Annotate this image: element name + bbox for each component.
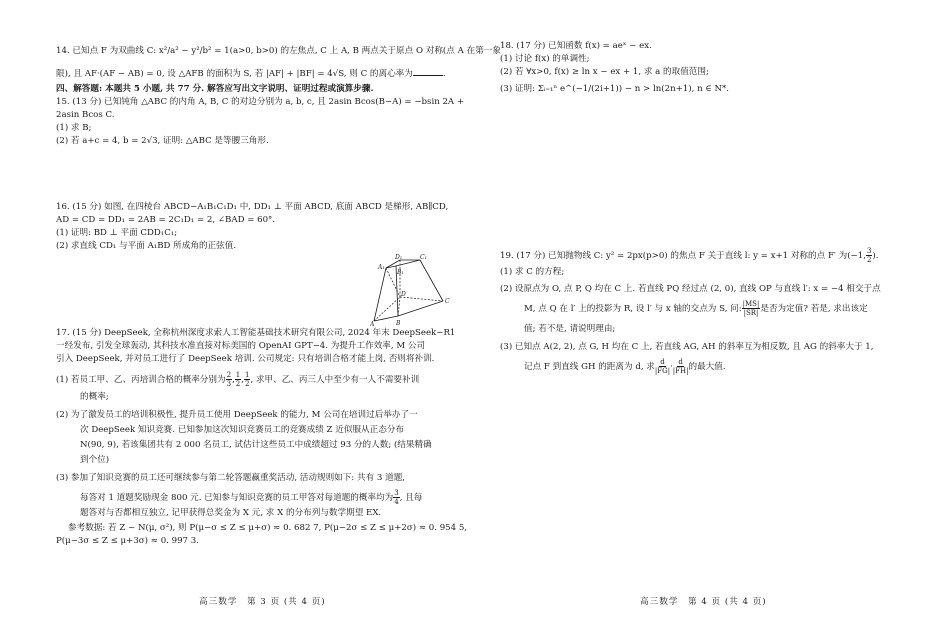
q17-part3-c: 题答对与否都相互独立, 记甲获得总奖金为 X 元, 求 X 的分布列与数学期望 EX. (80, 508, 382, 518)
q19-part2-text: M, 点 Q 在 l′ 上的投影为 R, 设 l′ 与 x 轴的交点为 S, 问: (524, 304, 742, 314)
label-C1: C₁ (420, 254, 427, 261)
frac-den: |FH| (672, 367, 689, 375)
q19-point-close: ). (872, 251, 879, 261)
fraction-2-3 (226, 371, 232, 388)
q19-part3-b (500, 358, 900, 376)
q17-line2: 一经发布, 引发全球轰动, 其科技水准直接对标美国的 OpenAI GPT−4. 为提升工作效率, M 公司 (56, 341, 426, 351)
edge-AD (374, 297, 400, 321)
q14-line1: 14. 已知点 F 为双曲线 C: x²/a² − y²/b² = 1(a>0, b>0) 的左焦点, C 上 A, B 两点关于原点 O 对称(点 A 在第一象 (56, 46, 501, 56)
q19-part3-dot: · (670, 362, 673, 372)
frac-den: 4 (394, 498, 399, 506)
q18-part3: (3) 证明: Σᵢ₌₁ⁿ e^(−1/(2i+1)) − n > ln(2n+1), n ∈ N*. (500, 84, 729, 94)
q19-part2-b (500, 300, 900, 318)
q19-part3-a: (3) 已知点 A(2, 2), 点 G, H 均在 C 上, 若直线 AG, AH 的斜率互为相反数, 且 AG 的斜率大于 1, (500, 342, 874, 352)
q19-point-open: (−1, (847, 251, 866, 261)
fraction-1-2 (235, 371, 241, 388)
q17-part3-b (56, 489, 460, 505)
q17-part3-a: (3) 参加了知识竞赛的员工还可继续参与第二轮答题赢重奖活动, 活动规则如下: 共有 3 道题, (56, 473, 406, 483)
frac-den: 2 (866, 256, 872, 264)
question-14 (56, 45, 501, 81)
edge-AA1 (374, 268, 386, 321)
q16-part1: (1) 证明: BD ⊥ 平面 CDD₁C₁; (56, 228, 178, 238)
q17-line1: 17. (15 分) DeepSeek, 全称杭州深度求索人工智能基础技术研究有限公司, 2024 年末 DeepSeek−R1 (56, 328, 456, 338)
label-D1: D₁ (395, 254, 403, 261)
q19-part1: (1) 求 C 的方程; (500, 267, 565, 277)
q19-line1 (500, 247, 900, 263)
fraction-d-fh (673, 358, 689, 375)
fraction-ms-sr (742, 300, 761, 317)
frac-num: |MS| (742, 300, 760, 308)
q16-line2: AD = CD = DD₁ = 2AB = 2C₁D₁ = 2, ∠BAD = 60°. (56, 215, 276, 225)
question-18 (500, 40, 900, 96)
q15-part1: (1) 求 B; (56, 123, 92, 133)
frac-num: 1 (235, 371, 241, 379)
frac-num: 3 (866, 247, 872, 255)
frac-den: |FG| (654, 367, 671, 375)
q19-part2-c: 值; 若不是, 请说明理由; (524, 324, 616, 334)
label-B: B (396, 320, 401, 326)
frac-den: 3 (226, 380, 232, 388)
frac-num: 3 (394, 489, 399, 497)
label-A: A (370, 321, 375, 326)
q17-part2-b: 次 DeepSeek 知识竞赛. 已知参加这次知识竞赛员工的竞赛成绩 Z 近似服从正态分布 (80, 425, 405, 435)
footer-page-3: 高三数学 第 3 页 (共 4 页) (199, 597, 326, 607)
left-page (56, 0, 501, 631)
q17-reference-2: P(μ−3σ ≤ Z ≤ μ+3σ) ≈ 0. 997 3. (56, 536, 199, 546)
q17-part2-a: (2) 为了激发员工的培训积极性, 提升员工使用 DeepSeek 的能力, M 公司在培训过后举办了一 (56, 410, 418, 420)
q19-part2-text-b: 是否为定值? 若是, 求出该定 (760, 304, 868, 314)
frac-num: 2 (226, 371, 232, 379)
question-16 (56, 201, 460, 253)
q19-part3-text: 记点 F 到直线 GH 的距离为 d, 求 (524, 362, 655, 372)
q17-part2-c: N(90, 9), 若该集团共有 2 000 名员工, 试估计这些员工中成绩超过 93 分的人数; (结果精确 (80, 440, 432, 450)
q19-line1-text: 19. (17 分) 已知抛物线 C: y² = 2px(p>0) 的焦点 F 关于直线 l: y = x+1 对称的点 F′ 为 (500, 251, 848, 261)
q18-line1: 18. (17 分) 已知函数 f(x) = aeˣ − ex. (500, 41, 652, 51)
q18-part1: (1) 讨论 f(x) 的单调性; (500, 54, 590, 64)
question-15 (56, 96, 465, 148)
edge-BC (398, 301, 443, 316)
fraction-d-fg (655, 358, 670, 375)
question-19 (500, 247, 900, 376)
frac-den: 2 (235, 380, 241, 388)
q19-part2-a: (2) 设原点为 O, 点 P, Q 均在 C 上. 若直线 PQ 经过点 (2, 0), 直线 OP 与直线 l′: x = −4 相交于点 (500, 284, 881, 294)
frac-den: |SR| (743, 309, 759, 317)
q16-line1: 16. (15 分) 如图, 在四棱台 ABCD−A₁B₁C₁D₁ 中, DD₁ ⊥ 平面 ABCD, 底面 ABCD 是梯形, AB∥CD, (56, 202, 449, 212)
q17-part3-text: 每答对 1 道题奖励现金 800 元. 已知参与知识竞赛的员工甲答对每道题的概率均为 (80, 493, 394, 503)
label-C: C (445, 298, 450, 305)
label-A1: A₁ (378, 264, 385, 271)
label-D: D (401, 291, 406, 298)
q14-line2-text: 限), 且 AF·(AF − AB) = 0, 设 △AFB 的面积为 S, 若 |AF| + |BF| = 4√S, 则 C 的离心率为 (56, 69, 413, 79)
q18-part2: (2) 若 ∀x>0, f(x) ≥ ln x − ex + 1, 求 a 的取值范围; (500, 67, 709, 77)
q17-reference-1: 参考数据: 若 Z ~ N(μ, σ²), 则 P(μ−σ ≤ Z ≤ μ+σ) ≈ 0. 682 7, P(μ−2σ ≤ Z ≤ μ+2σ) ≈ 0. 954 5, (68, 523, 468, 533)
q17-part1-text-b: , 求甲、乙、丙三人中至少有一人不需要补训 (250, 375, 420, 385)
q17-line3: 引入 DeepSeek, 并对员工进行了 DeepSeek 培训. 公司规定: 只有培训合格才能上岗, 否则将补训. (56, 354, 435, 364)
q14-line2 (56, 66, 460, 81)
footer-page-4: 高三数学 第 4 页 (共 4 页) (640, 597, 767, 607)
q17-part2-d: 到个位) (80, 455, 110, 465)
frac-den: 2 (245, 380, 250, 388)
section-4-heading: 四、解答题: 本题共 5 小题, 共 77 分. 解答应写出文字说明、证明过程或演算步骤. (56, 84, 374, 94)
edge-C1C (420, 260, 443, 301)
q15-line2: 2asin Bcos C. (56, 110, 115, 120)
q17-part3-text-b: , 且每 (399, 493, 423, 503)
label-B1: B₁ (397, 269, 404, 276)
q15-line1: 15. (13 分) 已知钝角 △ABC 的内角 A, B, C 的对边分别为 a, b, c, 且 2asin Bcos(B−A) = −bsin 2A + (56, 97, 465, 107)
edge-DC (400, 297, 443, 301)
edge-BD (398, 297, 400, 316)
right-page (500, 0, 900, 631)
q19-part3-text-b: 的最大值. (688, 362, 726, 372)
frustum-figure (370, 254, 470, 326)
q17-part1-cont: 的概率; (80, 392, 109, 402)
q14-line2-end: . (442, 69, 446, 79)
frac-num: d (660, 358, 665, 366)
q17-part1: (1) 若员工甲、乙、丙培训合格的概率分别为 $\frac{2}{3}$ , $\frac{1}{2}$ , $\frac{1}{2}$ , 求甲、乙、丙三人中至少有一人不需要补训 (56, 371, 420, 388)
q17-part1-text: (1) 若员工甲、乙、丙培训合格的概率分别为 (56, 375, 226, 385)
frac-num: 1 (245, 371, 250, 379)
q15-part2: (2) 若 a+c = 4, b = 2√3, 证明: △ABC 是等腰三角形. (56, 136, 269, 146)
answer-blank (413, 66, 443, 76)
question-17 (56, 327, 468, 548)
q16-part2: (2) 求直线 CD₁ 与平面 A₁BD 所成角的正弦值. (56, 241, 237, 251)
frac-num: d (678, 358, 683, 366)
edge-AB (374, 316, 398, 321)
